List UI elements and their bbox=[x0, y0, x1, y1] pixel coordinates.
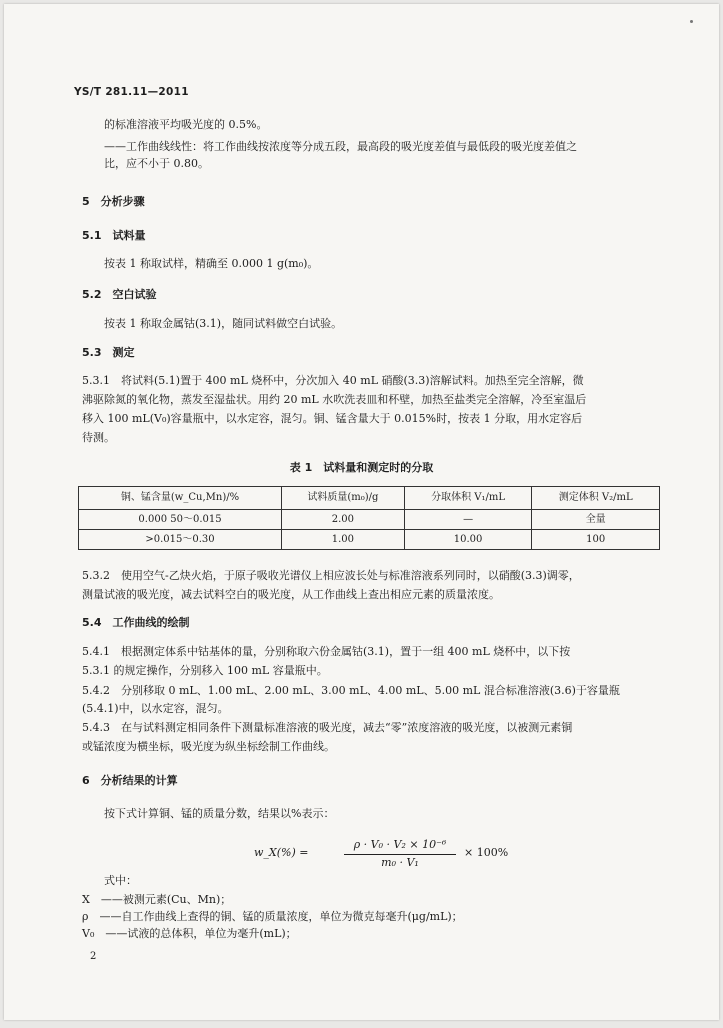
table-header-row bbox=[79, 487, 660, 510]
table-1 bbox=[78, 486, 660, 550]
section-6-title: 6 分析结果的计算 bbox=[82, 774, 178, 787]
variable-rho: ρ ——自工作曲线上查得的铜、锰的质量浓度，单位为微克每毫升(μg/mL)； bbox=[82, 910, 463, 923]
formula-numerator: ρ · V₀ · V₂ × 10⁻⁶ bbox=[344, 837, 456, 855]
table-cell: 10.00 bbox=[404, 530, 532, 550]
table-header-cell: 测定体积 V₂/mL bbox=[532, 487, 660, 510]
standard-code-header: YS/T 281.11—2011 bbox=[74, 86, 189, 98]
table-row bbox=[79, 530, 660, 550]
intro-line: 的标准溶液平均吸光度的 0.5%。 bbox=[104, 118, 268, 131]
section-5-3-title: 5.3 测定 bbox=[82, 346, 135, 359]
table-cell: >0.015～0.30 bbox=[79, 530, 282, 550]
section-5-4-2-line1: 5.4.2 分别移取 0 mL、1.00 mL、2.00 mL、3.00 mL、4.00 mL、5.00 mL 混合标准溶液(3.6)于容量瓶 bbox=[82, 684, 620, 697]
section-5-3-1-line3: 移入 100 mL(V₀)容量瓶中，以水定容，混匀。铜、锰含量大于 0.015%时，按表 1 分取，用水定容后 bbox=[82, 412, 583, 425]
table-cell: 1.00 bbox=[282, 530, 405, 550]
section-6-intro: 按下式计算铜、锰的质量分数，结果以%表示： bbox=[104, 807, 335, 820]
table-header-cell: 试料质量(m₀)/g bbox=[282, 487, 405, 510]
table-cell: — bbox=[404, 510, 532, 530]
table-cell: 100 bbox=[532, 530, 660, 550]
section-5-2-title: 5.2 空白试验 bbox=[82, 288, 157, 301]
section-5-4-3-line2: 或锰浓度为横坐标，吸光度为纵坐标绘制工作曲线。 bbox=[82, 740, 335, 753]
variable-x: X ——被测元素(Cu、Mn)； bbox=[82, 893, 232, 906]
document-page bbox=[4, 4, 719, 1020]
section-5-1-text: 按表 1 称取试样，精确至 0.000 1 g(m₀)。 bbox=[104, 257, 319, 270]
section-5-4-1-line1: 5.4.1 根据测定体系中钴基体的量，分别称取六份金属钴(3.1)，置于一组 400 mL 烧杯中，以下按 bbox=[82, 645, 571, 658]
formula-lhs: w_X(%) = bbox=[254, 846, 309, 859]
scan-mark bbox=[690, 20, 693, 23]
section-5-4-title: 5.4 工作曲线的绘制 bbox=[82, 616, 190, 629]
page-number: 2 bbox=[90, 951, 97, 962]
table-header-cell: 分取体积 V₁/mL bbox=[404, 487, 532, 510]
intro-bullet-line1: ——工作曲线线性：将工作曲线按浓度等分成五段，最高段的吸光度差值与最低段的吸光度差值之 bbox=[104, 140, 577, 153]
section-5-3-2-line2: 测量试液的吸光度，减去试料空白的吸光度，从工作曲线上查出相应元素的质量浓度。 bbox=[82, 588, 500, 601]
table-row bbox=[79, 510, 660, 530]
formula-rhs: × 100% bbox=[464, 846, 509, 859]
section-5-1-title: 5.1 试料量 bbox=[82, 229, 146, 242]
table-cell: 全量 bbox=[532, 510, 660, 530]
section-5-4-1-line2: 5.3.1 的规定操作，分别移入 100 mL 容量瓶中。 bbox=[82, 664, 328, 677]
section-5-4-3-line1: 5.4.3 在与试料测定相同条件下测量标准溶液的吸光度，减去“零”浓度溶液的吸光度，以被测元素铜 bbox=[82, 721, 573, 734]
formula-where-label: 式中： bbox=[104, 874, 137, 887]
intro-bullet-line2: 比，应不小于 0.80。 bbox=[104, 157, 209, 170]
table-header-cell: 铜、锰含量(w_Cu,Mn)/% bbox=[79, 487, 282, 510]
section-5-4-2-line2: (5.4.1)中，以水定容，混匀。 bbox=[82, 702, 229, 715]
section-5-3-1-line1: 5.3.1 将试料(5.1)置于 400 mL 烧杯中，分次加入 40 mL 硝酸(3.3)溶解试料。加热至完全溶解，微 bbox=[82, 374, 584, 387]
formula-denominator: m₀ · V₁ bbox=[381, 856, 419, 869]
variable-v0: V₀ ——试液的总体积，单位为毫升(mL)； bbox=[82, 927, 297, 940]
table-cell: 2.00 bbox=[282, 510, 405, 530]
formula bbox=[254, 837, 584, 871]
formula-fraction bbox=[344, 837, 456, 871]
table-1-caption: 表 1 试料量和测定时的分取 bbox=[289, 461, 434, 474]
section-5-3-1-line4: 待测。 bbox=[82, 431, 115, 444]
section-5-3-1-line2: 沸驱除氮的氧化物，蒸发至湿盐状。用约 20 mL 水吹洗表皿和杯壁，加热至盐类完全溶解，冷至室温后 bbox=[82, 393, 587, 406]
section-5-2-text: 按表 1 称取金属钴(3.1)，随同试料做空白试验。 bbox=[104, 317, 343, 330]
table-cell: 0.000 50～0.015 bbox=[79, 510, 282, 530]
section-5-title: 5 分析步骤 bbox=[82, 195, 145, 208]
section-5-3-2-line1: 5.3.2 使用空气-乙炔火焰，于原子吸收光谱仪上相应波长处与标准溶液系列同时，以硝酸(3.3)调零， bbox=[82, 569, 580, 582]
